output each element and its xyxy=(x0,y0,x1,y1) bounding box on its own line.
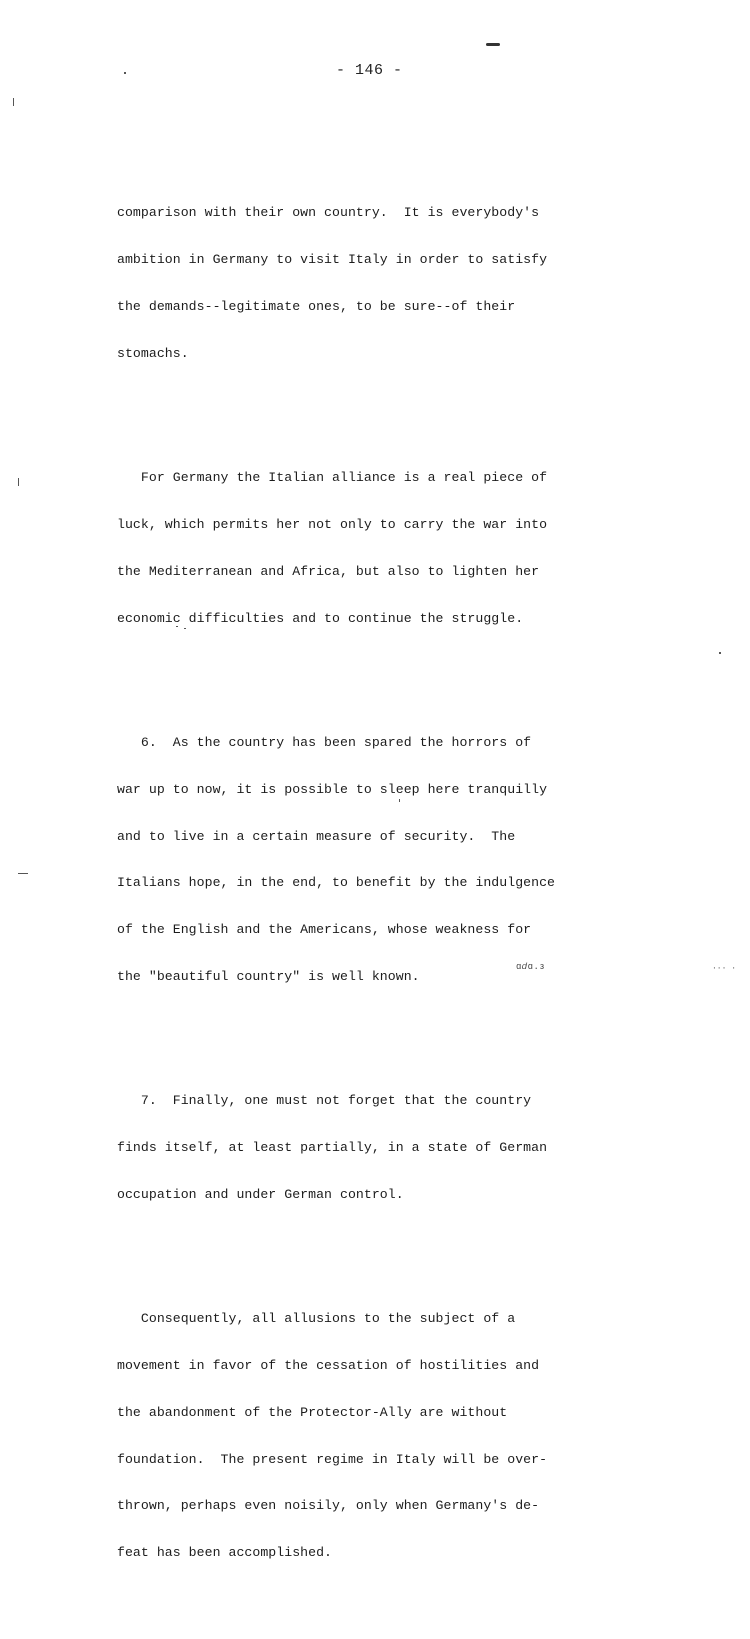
paragraph-stomachs xyxy=(117,174,617,392)
text-line: stomachs. xyxy=(117,345,189,361)
text-line: thrown, perhaps even noisily, only when Germany's de- xyxy=(117,1498,540,1514)
text-line: movement in favor of the cessation of hostilities and xyxy=(117,1358,540,1374)
paragraph-consequently xyxy=(117,1280,617,1592)
text-line: For Germany the Italian alliance is a real piece of xyxy=(117,470,548,486)
top-scan-mark xyxy=(486,43,500,46)
footer-scan-mark-right: ··· · xyxy=(712,964,737,973)
scan-speck xyxy=(176,626,178,627)
scan-speck xyxy=(719,652,721,654)
text-line: economic difficulties and to continue the struggle. xyxy=(117,610,524,626)
text-line: Italians hope, in the end, to benefit by the indulgence xyxy=(117,875,556,891)
text-line: the "beautiful country" is well known. xyxy=(117,968,420,984)
text-line: and to live in a certain measure of security. The xyxy=(117,828,516,844)
text-line: ambition in Germany to visit Italy in order to satisfy xyxy=(117,252,548,268)
text-line: luck, which permits her not only to carry the war into xyxy=(117,516,548,532)
text-line: Consequently, all allusions to the subject of a xyxy=(117,1311,516,1327)
scan-speck xyxy=(18,873,28,874)
text-line: finds itself, at least partially, in a state of German xyxy=(117,1140,548,1156)
text-line: 7. Finally, one must not forget that the country xyxy=(117,1093,532,1109)
text-line: the abandonment of the Protector-Ally are without xyxy=(117,1404,508,1420)
text-line: the Mediterranean and Africa, but also to lighten her xyxy=(117,563,540,579)
paragraph-italian-alliance xyxy=(117,439,617,657)
text-line: occupation and under German control. xyxy=(117,1186,404,1202)
text-line: war up to now, it is possible to sleep here tranquilly xyxy=(117,781,548,797)
scan-speck xyxy=(124,72,126,74)
text-line: foundation. The present regime in Italy will be over- xyxy=(117,1451,548,1467)
scan-speck xyxy=(18,478,19,486)
text-line: of the English and the Americans, whose weakness for xyxy=(117,922,532,938)
scan-speck xyxy=(13,98,14,106)
page-number: - 146 - xyxy=(336,62,403,79)
scan-speck xyxy=(184,628,186,629)
paragraph-7 xyxy=(117,1062,617,1234)
text-line: the demands--legitimate ones, to be sure--of their xyxy=(117,298,516,314)
footer-scan-mark: ɑ𝑑ɑ.ᴈ xyxy=(516,962,546,972)
document-body xyxy=(117,143,617,1639)
text-line: feat has been accomplished. xyxy=(117,1545,333,1561)
text-line: comparison with their own country. It is everybody's xyxy=(117,205,540,221)
scan-speck xyxy=(399,799,400,802)
text-line: 6. As the country has been spared the horrors of xyxy=(117,734,532,750)
